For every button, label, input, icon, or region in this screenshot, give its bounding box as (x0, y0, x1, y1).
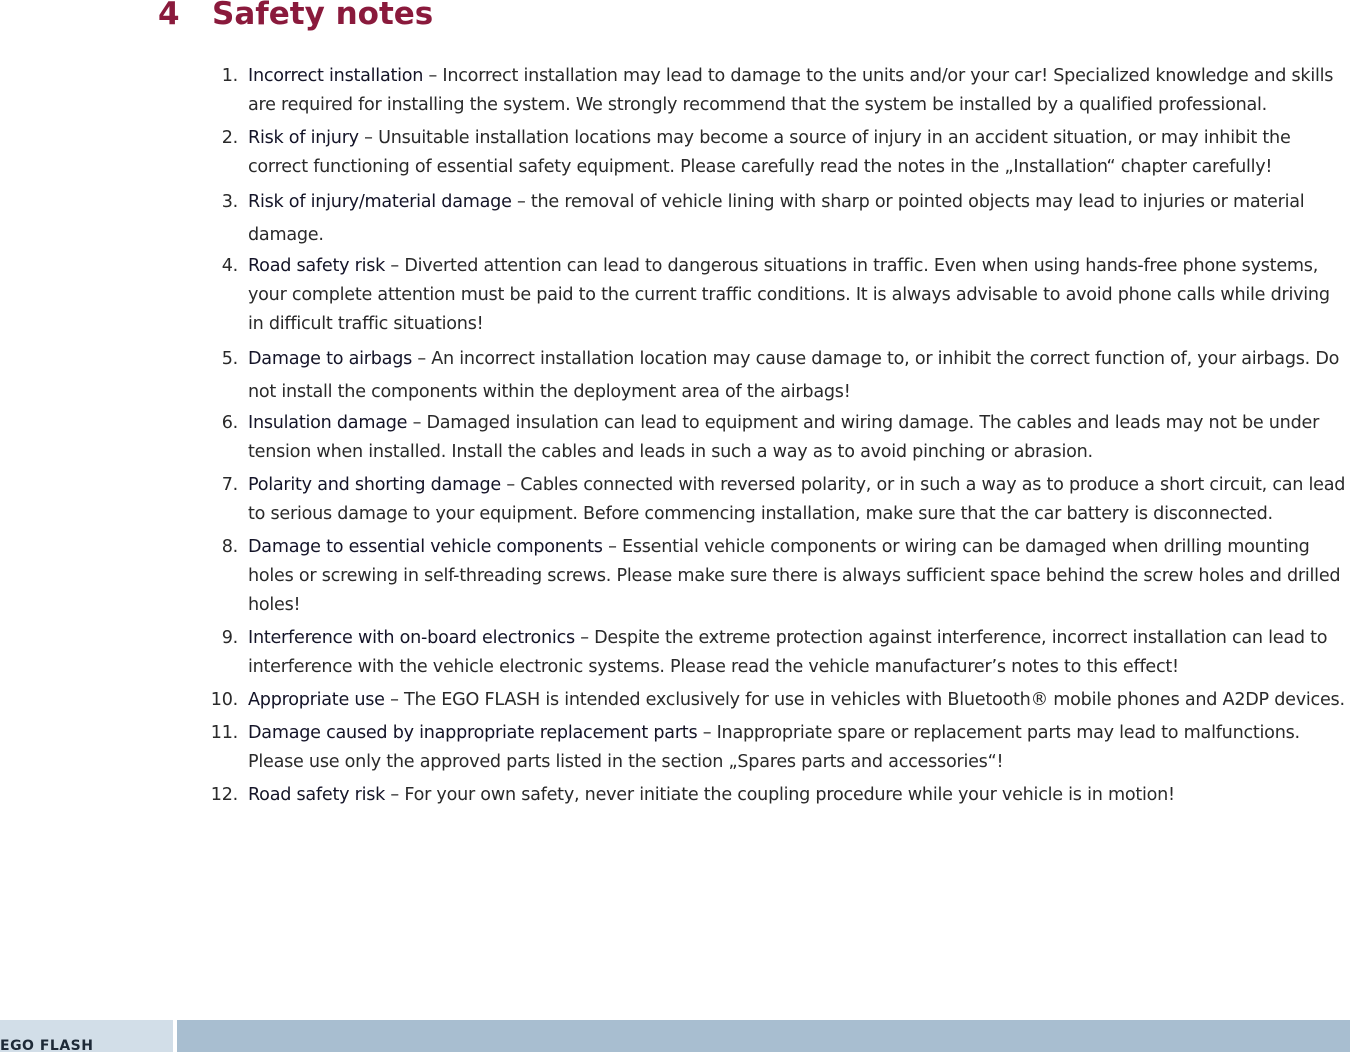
note-item (0, 781, 1350, 810)
note-term: Road safety risk (248, 256, 386, 276)
safety-notes-list (0, 62, 1350, 814)
note-item (0, 186, 1350, 252)
note-index: 4. (221, 256, 238, 276)
note-item (0, 409, 1350, 467)
note-item (0, 124, 1350, 182)
note-text: – Damaged insulation can lead to equipment and wiring damage. The cables and leads may not be under tension when installed. Install the cables and leads in such a way as to avoid pinching or abrasion. (248, 413, 1320, 462)
section-title: Safety notes (212, 0, 434, 32)
note-item (0, 533, 1350, 620)
note-text: – Unsuitable installation locations may become a source of injury in an accident situation, or may inhibit the correct functioning of essential safety equipment. Please carefully read the notes in the „Installation“ chapter carefully! (248, 128, 1291, 177)
note-text: – The EGO FLASH is intended exclusively for use in vehicles with Bluetooth® mobile phones and A2DP devices. (384, 690, 1345, 710)
note-term: Risk of injury (248, 128, 359, 148)
note-index: 6. (221, 413, 238, 433)
note-index: 3. (221, 192, 238, 212)
note-text: – For your own safety, never initiate the coupling procedure while your vehicle is in motion! (385, 785, 1175, 805)
section-heading (158, 0, 433, 34)
note-index: 2. (221, 128, 238, 148)
note-term: Damage caused by inappropriate replacement parts (248, 723, 698, 743)
note-item (0, 343, 1350, 409)
note-term: Damage to essential vehicle components (248, 537, 603, 557)
note-text: – Diverted attention can lead to dangerous situations in traffic. Even when using hands-free phone systems, your complete attention must be paid to the current traffic conditions. It is always advisable to avoid phone calls while driving in difficult traffic situations! (248, 256, 1330, 334)
note-index: 7. (221, 475, 238, 495)
note-term: Interference with on-board electronics (248, 628, 575, 648)
note-index: 10. (210, 690, 238, 710)
note-text: – the removal of vehicle lining with sharp or pointed objects may lead to injuries or material damage. (248, 192, 1305, 245)
note-term: Insulation damage (248, 413, 408, 433)
note-text: – Cables connected with reversed polarity, or in such a way as to produce a short circuit, can lead to serious damage to your equipment. Before commencing installation, make sure that the car battery is disconnected. (248, 475, 1346, 524)
note-item (0, 471, 1350, 529)
footer-product-name: EGO FLASH (0, 1038, 94, 1052)
note-term: Road safety risk (248, 785, 386, 805)
footer-bar (177, 1020, 1350, 1052)
note-text: – Incorrect installation may lead to damage to the units and/or your car! Specialized knowledge and skills are required for installing the system. We strongly recommend that the system be installed by a qualified professional. (248, 66, 1334, 115)
note-term: Incorrect installation (248, 66, 424, 86)
note-item (0, 62, 1350, 120)
note-index: 8. (221, 537, 238, 557)
note-index: 1. (221, 66, 238, 86)
note-text: – Inappropriate spare or replacement parts may lead to malfunctions. Please use only the approved parts listed in the section „Spares parts and accessories“! (248, 723, 1300, 772)
note-item (0, 252, 1350, 339)
note-index: 11. (210, 723, 238, 743)
note-item (0, 719, 1350, 777)
note-term: Damage to airbags (248, 349, 413, 369)
note-item (0, 624, 1350, 682)
section-number: 4 (158, 0, 180, 32)
note-index: 12. (210, 785, 238, 805)
note-text: – Essential vehicle components or wiring can be damaged when drilling mounting holes or screwing in self-threading screws. Please make sure there is always sufficient space behind the screw holes and drilled holes! (248, 537, 1341, 615)
note-item (0, 686, 1350, 715)
note-term: Appropriate use (248, 690, 385, 710)
note-text: – An incorrect installation location may cause damage to, or inhibit the correct function of, your airbags. Do not install the components within the deployment area of the airbags! (248, 349, 1340, 402)
note-index: 5. (221, 349, 238, 369)
note-term: Risk of injury/material damage (248, 192, 512, 212)
footer-product-bar (0, 1020, 173, 1052)
note-term: Polarity and shorting damage (248, 475, 502, 495)
note-text: – Despite the extreme protection against interference, incorrect installation can lead to interference with the vehicle electronic systems. Please read the vehicle manufacturer’s notes to this effect! (248, 628, 1328, 677)
note-index: 9. (221, 628, 238, 648)
